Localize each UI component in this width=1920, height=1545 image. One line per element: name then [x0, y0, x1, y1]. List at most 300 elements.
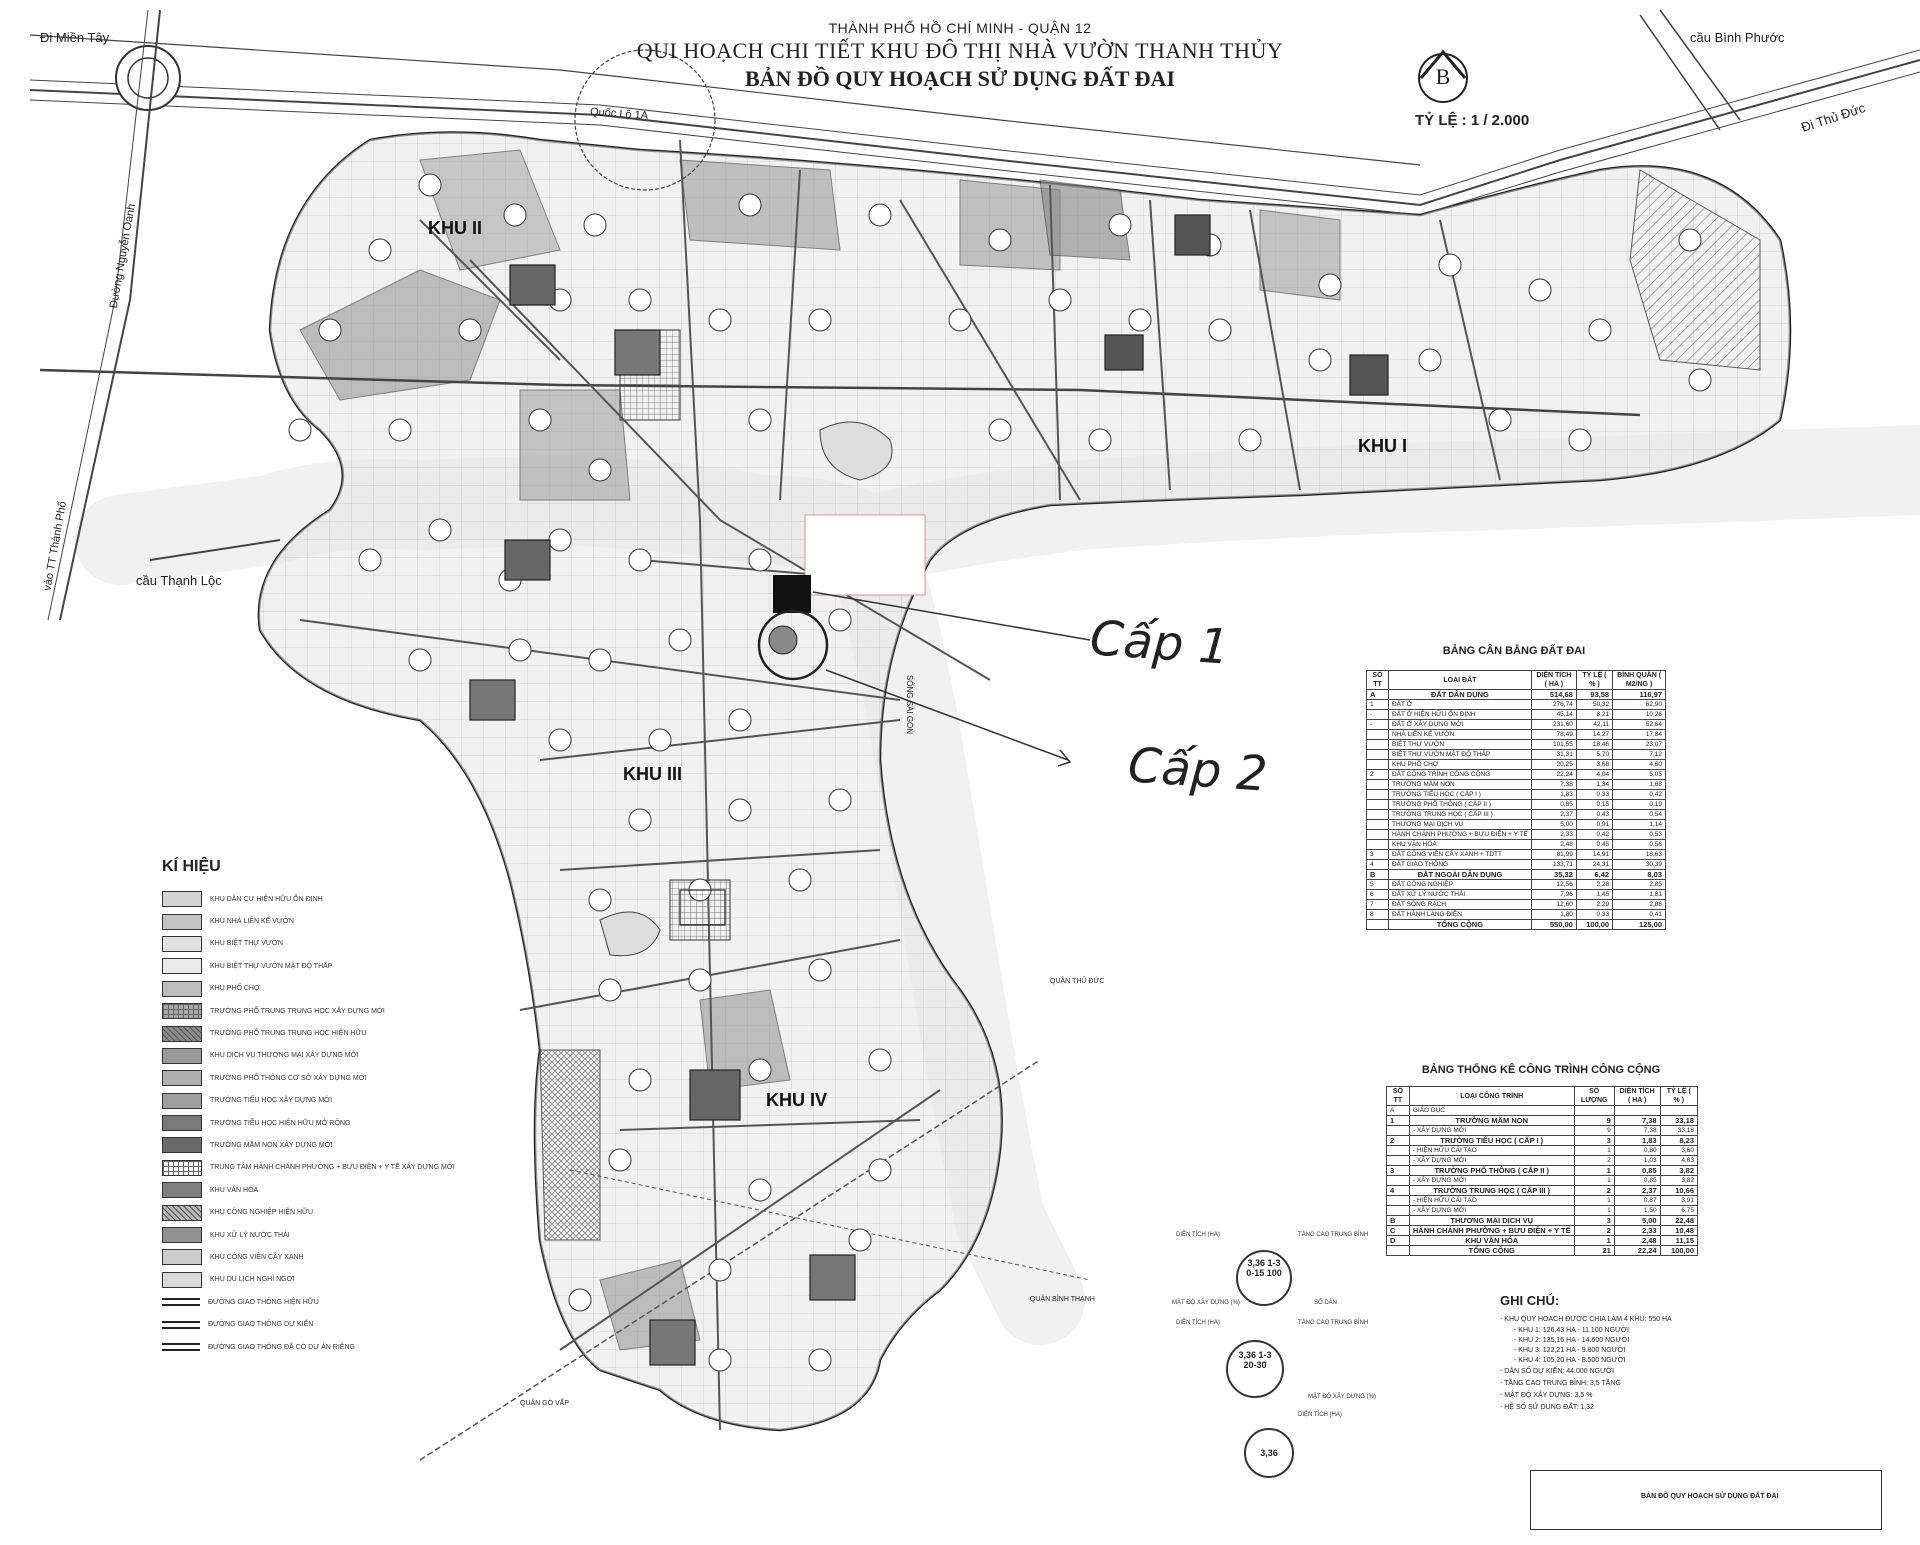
- table-cell: 125,00: [1613, 920, 1666, 930]
- legend-swatch: [162, 914, 202, 930]
- legend-label: KHU BIỆT THỰ VƯỜN: [210, 940, 283, 948]
- table-cell: 5,00: [1531, 820, 1576, 830]
- table-cell: 101,55: [1531, 740, 1576, 750]
- table-cell: TRƯỜNG PHỔ THÔNG ( CẤP II ): [1409, 1166, 1574, 1176]
- table-cell: 1,50: [1614, 1206, 1660, 1216]
- note-sub: - KHU 1: 126,43 HA - 11.100 NGƯỜI: [1514, 1327, 1629, 1334]
- table-cell: 1: [1387, 1116, 1410, 1126]
- table-cell: 2,86: [1613, 900, 1666, 910]
- table-row: [1387, 1216, 1698, 1226]
- key-dien-tich-2: DIỆN TÍCH (HA): [1176, 1320, 1220, 1326]
- table-cell: KHU PHỐ CHỢ: [1388, 760, 1531, 770]
- table-cell: -: [1367, 710, 1389, 720]
- table-cell: 4: [1387, 1186, 1410, 1196]
- table-cell: 0,33: [1576, 790, 1612, 800]
- table-cell: B: [1367, 870, 1389, 880]
- table-cell: ĐẤT NGOÀI DÂN DỤNG: [1388, 870, 1531, 880]
- table-cell: HÀNH CHÁNH PHƯỜNG + BƯU ĐIỆN + Y TẾ: [1388, 830, 1531, 840]
- table-cell: ĐẤT Ở HIỆN HỮU ỔN ĐỊNH: [1388, 710, 1531, 720]
- label-di-mien-tay: Đi Miền Tây: [40, 30, 110, 45]
- table-cell: 21: [1574, 1246, 1614, 1256]
- note-line: - MẬT ĐỘ XÂY DỰNG: 3,5 %: [1500, 1392, 1593, 1399]
- table-cell: 4,04: [1576, 770, 1612, 780]
- legend-label: KHU CÔNG NGHIỆP HIỆN HỮU: [210, 1209, 314, 1217]
- legend-item: [162, 933, 462, 955]
- legend-label: ĐƯỜNG GIAO THÔNG HIỆN HỮU: [208, 1298, 319, 1306]
- legend-item: [162, 1269, 462, 1291]
- map-scale: TỶ LỆ : 1 / 2.000: [1415, 112, 1530, 129]
- note-line: - TẦNG CAO TRUNG BÌNH: 3,5 TẦNG: [1500, 1380, 1621, 1387]
- c3-top: 3,36: [1260, 1448, 1278, 1458]
- table-cell: 45,14: [1531, 710, 1576, 720]
- table-row: [1387, 1226, 1698, 1236]
- table-cell: THƯƠNG MẠI DỊCH VỤ: [1409, 1216, 1574, 1226]
- legend-swatch: [162, 1137, 202, 1153]
- table-cell: - XÂY DỰNG MỚI: [1409, 1156, 1574, 1166]
- table-cell: 2,85: [1613, 880, 1666, 890]
- table-cell: 0,15: [1576, 800, 1612, 810]
- table-cell: - XÂY DỰNG MỚI: [1409, 1206, 1574, 1216]
- table-row: [1367, 880, 1666, 890]
- legend-swatch: [162, 1160, 202, 1176]
- table-header: SỐ TT: [1387, 1087, 1410, 1106]
- table-row: [1367, 700, 1666, 710]
- legend-item: [162, 1157, 462, 1179]
- legend-item: [162, 1291, 462, 1313]
- legend-item: [162, 1224, 462, 1246]
- table-cell: 3,82: [1660, 1166, 1697, 1176]
- table-header: SỐ TT: [1367, 671, 1389, 690]
- table-cell: 2: [1574, 1226, 1614, 1236]
- key-dien-tich-1: DIỆN TÍCH (HA): [1176, 1232, 1220, 1238]
- table-row: [1367, 800, 1666, 810]
- legend-item: [162, 1000, 462, 1022]
- table-cell: 116,97: [1613, 690, 1666, 700]
- table-cell: 0,43: [1576, 810, 1612, 820]
- table-cell: 33,18: [1660, 1126, 1697, 1136]
- legend-swatch: [162, 1093, 202, 1109]
- legend-label: TRƯỜNG PHỔ THÔNG CƠ SỞ XÂY DỰNG MỚI: [210, 1074, 367, 1082]
- legend-swatch: [162, 1272, 202, 1288]
- table-cell: 8,23: [1660, 1136, 1697, 1146]
- legend-title: KÍ HIỆU: [162, 858, 221, 875]
- table-cell: B: [1387, 1216, 1410, 1226]
- table-cell: 3: [1574, 1216, 1614, 1226]
- table-cell: - XÂY DỰNG MỚI: [1409, 1126, 1574, 1136]
- legend-swatch: [162, 1026, 202, 1042]
- legend-items: [162, 888, 462, 1358]
- table-cell: - HIỆN HỮU CẢI TẠO: [1409, 1196, 1574, 1206]
- table-row: [1367, 790, 1666, 800]
- key-mat-do-1: MẬT ĐỘ XÂY DỰNG (%): [1172, 1300, 1240, 1306]
- table-cell: [1367, 790, 1389, 800]
- public-works-table: [1386, 1086, 1698, 1256]
- table-cell: -: [1367, 720, 1389, 730]
- table-cell: 2,28: [1576, 880, 1612, 890]
- legend-swatch: [162, 958, 202, 974]
- table-cell: 4,63: [1660, 1156, 1697, 1166]
- legend-swatch: [162, 1048, 202, 1064]
- legend-label: TRƯỜNG TIỂU HỌC HIỆN HỮU MỞ RỘNG: [210, 1119, 351, 1127]
- city-title: THÀNH PHỐ HỒ CHÍ MINH - QUẬN 12: [828, 20, 1092, 36]
- note-sub: - KHU 3: 122,21 HA - 9.800 NGƯỜI: [1514, 1347, 1626, 1354]
- note-line: - KHU QUY HOẠCH ĐƯỢC CHIA LÀM 4 KHU: 550 HA: [1500, 1316, 1672, 1323]
- table-cell: 1,83: [1614, 1136, 1660, 1146]
- table-cell: 100,00: [1660, 1246, 1697, 1256]
- table-cell: ĐẤT Ở: [1388, 700, 1531, 710]
- table-cell: 35,32: [1531, 870, 1576, 880]
- table-cell: [1387, 1246, 1410, 1256]
- table-row: [1387, 1106, 1698, 1116]
- table-cell: [1367, 740, 1389, 750]
- table-cell: 4,60: [1613, 760, 1666, 770]
- legend-label: KHU DU LỊCH NGHỈ NGƠI: [210, 1276, 295, 1284]
- table-cell: 1,68: [1613, 780, 1666, 790]
- table-cell: 9: [1574, 1116, 1614, 1126]
- table-cell: BIỆT THỰ VƯỜN MẬT ĐỘ THẤP: [1388, 750, 1531, 760]
- table-cell: [1367, 820, 1389, 830]
- legend-swatch: [162, 891, 202, 907]
- table-cell: ĐẤT XỬ LÝ NƯỚC THẢI: [1388, 890, 1531, 900]
- table-cell: [1660, 1106, 1697, 1116]
- table-row: [1367, 830, 1666, 840]
- table-cell: TRƯỜNG TIỂU HỌC ( CẤP I ): [1388, 790, 1531, 800]
- table-cell: [1387, 1126, 1410, 1136]
- annotation-cap-2: Cấp 2: [1126, 737, 1269, 803]
- table-cell: KHU VĂN HÓA: [1409, 1236, 1574, 1246]
- table-cell: 1,14: [1613, 820, 1666, 830]
- table-cell: 0,41: [1613, 910, 1666, 920]
- table-row: [1387, 1126, 1698, 1136]
- table-cell: 10,48: [1660, 1226, 1697, 1236]
- label-di-thu-duc: Đi Thủ Đức: [1799, 100, 1867, 135]
- legend-label: ĐƯỜNG GIAO THÔNG DỰ KIẾN: [208, 1321, 314, 1329]
- notes-title: GHI CHÚ:: [1500, 1293, 1560, 1308]
- table-cell: NHÀ LIÊN KẾ VƯỜN: [1388, 730, 1531, 740]
- table-cell: 2,48: [1614, 1236, 1660, 1246]
- legend-label: TRƯỜNG MẦM NON XÂY DỰNG MỚI: [210, 1141, 333, 1149]
- table-cell: 133,71: [1531, 860, 1576, 870]
- table-cell: 5: [1367, 880, 1389, 890]
- table-cell: 0,53: [1613, 830, 1666, 840]
- table-row: [1367, 810, 1666, 820]
- table-cell: 7,38: [1614, 1126, 1660, 1136]
- table-cell: ĐẤT SÔNG RẠCH: [1388, 900, 1531, 910]
- legend-label: TRUNG TÂM HÀNH CHÁNH PHƯỜNG + BƯU ĐIỆN + Y TẾ XÂY DỰNG MỚI: [210, 1164, 455, 1172]
- table-cell: ĐẤT CÔNG VIÊN CÂY XANH + TDTT: [1388, 850, 1531, 860]
- table-cell: 24,31: [1576, 860, 1612, 870]
- table-cell: 12,56: [1531, 880, 1576, 890]
- table-row: [1367, 860, 1666, 870]
- table-row: [1367, 750, 1666, 760]
- table-row: [1387, 1136, 1698, 1146]
- table-cell: 3,82: [1660, 1176, 1697, 1186]
- table-cell: 3,91: [1660, 1196, 1697, 1206]
- c1-mid: 1-3: [1267, 1258, 1281, 1268]
- legend-label: KHU NHÀ LIÊN KẾ VƯỜN: [210, 918, 294, 926]
- note-sub: - KHU 4: 105,20 HA - 8.500 NGƯỜI: [1514, 1357, 1626, 1364]
- table-cell: TỔNG CỘNG: [1388, 920, 1531, 930]
- legend-item: [162, 1067, 462, 1089]
- c1-bot: 0-15 100: [1246, 1268, 1282, 1278]
- table-row: [1367, 890, 1666, 900]
- legend-item: [162, 1179, 462, 1201]
- table-cell: 6,42: [1576, 870, 1612, 880]
- c2-mid: 1-3: [1258, 1350, 1272, 1360]
- table-cell: 0,87: [1614, 1196, 1660, 1206]
- c2-top: 3,36: [1238, 1350, 1256, 1360]
- label-vao-tt-thanh-pho: vào TT Thành Phố: [41, 500, 70, 592]
- table-cell: 30,39: [1613, 860, 1666, 870]
- legend-label: TRƯỜNG PHỔ TRUNG TRUNG HỌC XÂY DỰNG MỚI: [210, 1007, 385, 1015]
- table-cell: 550,00: [1531, 920, 1576, 930]
- table-cell: TRƯỜNG PHỔ THÔNG ( CẤP II ): [1388, 800, 1531, 810]
- table-cell: BIỆT THỰ VƯỜN: [1388, 740, 1531, 750]
- table-cell: 33,18: [1660, 1116, 1697, 1126]
- table-cell: ĐẤT CÔNG TRÌNH CÔNG CỘNG: [1388, 770, 1531, 780]
- table-cell: KHU VĂN HÓA: [1388, 840, 1531, 850]
- table-cell: 14,91: [1576, 850, 1612, 860]
- legend-item: [162, 978, 462, 1000]
- table-cell: 3: [1387, 1166, 1410, 1176]
- table-cell: THƯƠNG MẠI DỊCH VỤ: [1388, 820, 1531, 830]
- table-cell: 50,32: [1576, 700, 1612, 710]
- table-cell: 0,19: [1613, 800, 1666, 810]
- table-cell: TRƯỜNG TRUNG HỌC ( CẤP III ): [1388, 810, 1531, 820]
- legend-swatch: [162, 981, 202, 997]
- table-row: [1367, 760, 1666, 770]
- legend-label: KHU PHỐ CHỢ: [210, 985, 260, 993]
- land-table-title: BẢNG CÂN BẰNG ĐẤT ĐAI: [1442, 645, 1586, 657]
- table-header: SỐ LƯỢNG: [1574, 1087, 1614, 1106]
- table-row: [1367, 720, 1666, 730]
- table-row: [1367, 840, 1666, 850]
- roundabout-west: [116, 46, 180, 110]
- key-tang-cao-2: TẦNG CAO TRUNG BÌNH: [1298, 1320, 1369, 1326]
- table-cell: 0,33: [1576, 910, 1612, 920]
- table-cell: 1: [1574, 1236, 1614, 1246]
- c1-top: 3,36: [1247, 1258, 1265, 1268]
- table-cell: [1367, 750, 1389, 760]
- table-cell: 22,24: [1614, 1246, 1660, 1256]
- table-cell: 0,45: [1576, 840, 1612, 850]
- table-cell: 3,68: [1576, 760, 1612, 770]
- table-cell: 0,85: [1531, 800, 1576, 810]
- drawing-title-box: [1530, 1470, 1882, 1530]
- table-row: [1387, 1246, 1698, 1256]
- legend-swatch: [162, 1070, 202, 1086]
- table-cell: 7,38: [1614, 1116, 1660, 1126]
- annotation-cap-1: Cấp 1: [1088, 610, 1231, 676]
- table-cell: 8: [1367, 910, 1389, 920]
- legend-item: [162, 1112, 462, 1134]
- table-cell: 18,63: [1613, 850, 1666, 860]
- legend-swatch: [162, 1003, 202, 1019]
- table-cell: [1387, 1206, 1410, 1216]
- table-row: [1387, 1186, 1698, 1196]
- table-cell: 14,27: [1576, 730, 1612, 740]
- table-cell: 276,74: [1531, 700, 1576, 710]
- table-cell: TRƯỜNG TRUNG HỌC ( CẤP III ): [1409, 1186, 1574, 1196]
- table-cell: [1367, 830, 1389, 840]
- table-cell: [1367, 920, 1389, 930]
- table-cell: 0,42: [1613, 790, 1666, 800]
- table-header: LOẠI ĐẤT: [1388, 671, 1531, 690]
- table-cell: 11,15: [1660, 1236, 1697, 1246]
- table-cell: 514,68: [1531, 690, 1576, 700]
- table-cell: 17,84: [1613, 730, 1666, 740]
- table-cell: [1387, 1176, 1410, 1186]
- table-cell: 7,96: [1531, 890, 1576, 900]
- table-cell: 8,21: [1576, 710, 1612, 720]
- legend-label: KHU DỊCH VỤ THƯƠNG MẠI XÂY DỰNG MỚI: [210, 1052, 359, 1060]
- table-row: [1367, 850, 1666, 860]
- table-row: [1367, 690, 1666, 700]
- table-row: [1367, 910, 1666, 920]
- table-cell: 1,34: [1576, 780, 1612, 790]
- legend-label: KHU VĂN HÓA: [210, 1186, 259, 1194]
- table-cell: 1: [1574, 1206, 1614, 1216]
- table-cell: 62,90: [1613, 700, 1666, 710]
- label-cau-binh-phuoc: cầu Bình Phước: [1690, 30, 1785, 45]
- table-cell: 0,42: [1576, 830, 1612, 840]
- table-cell: 7,38: [1531, 780, 1576, 790]
- table-row: [1367, 820, 1666, 830]
- table-cell: 6: [1367, 890, 1389, 900]
- table-cell: 42,11: [1576, 720, 1612, 730]
- c2-bot: 20-30: [1243, 1360, 1267, 1370]
- legend-label: TRƯỜNG PHỔ TRUNG TRUNG HỌC HIỆN HỮU: [210, 1030, 367, 1038]
- table-cell: 0,54: [1613, 810, 1666, 820]
- legend-item: [162, 1022, 462, 1044]
- table-cell: 3,60: [1660, 1146, 1697, 1156]
- legend-label: KHU DÂN CƯ HIỆN HỮU ỔN ĐỊNH: [210, 895, 323, 903]
- table-row: [1387, 1196, 1698, 1206]
- table-cell: 2,48: [1531, 840, 1576, 850]
- table-cell: 1: [1574, 1146, 1614, 1156]
- label-quan-binh-thanh: QUẬN BÌNH THẠNH: [1030, 1296, 1095, 1303]
- table-cell: 22,24: [1531, 770, 1576, 780]
- table-cell: 12,60: [1531, 900, 1576, 910]
- zone-khu-4: KHU IV: [766, 1090, 828, 1110]
- title-box-text: BẢN ĐỒ QUY HOẠCH SỬ DỤNG ĐẤT ĐAI: [1641, 1493, 1779, 1500]
- table-cell: 1,80: [1531, 910, 1576, 920]
- table-row: [1367, 900, 1666, 910]
- table-cell: 22,48: [1660, 1216, 1697, 1226]
- legend-item: [162, 1246, 462, 1268]
- table-cell: ĐẤT GIAO THÔNG: [1388, 860, 1531, 870]
- table-cell: 3: [1574, 1136, 1614, 1146]
- note-line: - HỆ SỐ SỬ DỤNG ĐẤT: 1,32: [1500, 1404, 1594, 1411]
- table-cell: 2,37: [1531, 810, 1576, 820]
- table-cell: GIÁO DỤC: [1409, 1106, 1574, 1116]
- table-row: [1387, 1166, 1698, 1176]
- table-cell: 1,45: [1576, 890, 1612, 900]
- table-cell: ĐẤT DÂN DỤNG: [1388, 690, 1531, 700]
- zone-khu-1: KHU I: [1358, 436, 1407, 456]
- note-sub: - KHU 2: 135,16 HA - 14.600 NGƯỜI: [1514, 1337, 1630, 1344]
- table-cell: - HIỆN HỮU CẢI TẠO: [1409, 1146, 1574, 1156]
- table-row: [1367, 920, 1666, 930]
- table-header: TỶ LỆ ( % ): [1660, 1087, 1697, 1106]
- label-nguyen-oanh: Đường Nguyễn Oanh: [107, 202, 138, 310]
- table-cell: ĐẤT Ở XÂY DỰNG MỚI: [1388, 720, 1531, 730]
- table-cell: 23,07: [1613, 740, 1666, 750]
- table-cell: [1367, 730, 1389, 740]
- table-cell: 81,99: [1531, 850, 1576, 860]
- table-cell: [1367, 760, 1389, 770]
- table-cell: 31,31: [1531, 750, 1576, 760]
- table-header: LOẠI CÔNG TRÌNH: [1409, 1087, 1574, 1106]
- table-cell: [1387, 1156, 1410, 1166]
- table-cell: 2,29: [1576, 900, 1612, 910]
- table-cell: [1367, 800, 1389, 810]
- legend-swatch: [162, 936, 202, 952]
- table-cell: 78,49: [1531, 730, 1576, 740]
- north-arrow-icon: [1415, 48, 1471, 104]
- table-cell: TRƯỜNG TIỂU HỌC ( CẤP I ): [1409, 1136, 1574, 1146]
- key-so-dan-1: SỐ DÂN: [1314, 1300, 1338, 1306]
- table-cell: TỔNG CỘNG: [1409, 1246, 1574, 1256]
- table-cell: 0,85: [1614, 1166, 1660, 1176]
- legend-swatch: [162, 1249, 202, 1265]
- table-row: [1387, 1156, 1698, 1166]
- legend-swatch: [162, 1182, 202, 1198]
- density-circle-1: [1236, 1250, 1292, 1306]
- table-cell: [1367, 810, 1389, 820]
- zone-khu-3: KHU III: [623, 764, 683, 784]
- table-cell: D: [1387, 1236, 1410, 1246]
- table-cell: A: [1367, 690, 1389, 700]
- table-header: DIỆN TÍCH ( HA ): [1614, 1087, 1660, 1106]
- north-letter: B: [1435, 64, 1451, 89]
- table-cell: 5,05: [1613, 770, 1666, 780]
- legend-label: TRƯỜNG TIỂU HỌC XÂY DỰNG MỚI: [210, 1097, 333, 1105]
- table-cell: 2,33: [1531, 830, 1576, 840]
- table-header: TỶ LỆ ( % ): [1576, 671, 1612, 690]
- table-cell: 3: [1367, 850, 1389, 860]
- map-title: BẢN ĐỒ QUY HOẠCH SỬ DỤNG ĐẤT ĐAI: [744, 66, 1176, 91]
- legend-item: [162, 1134, 462, 1156]
- table-row: [1367, 730, 1666, 740]
- table-header: DIỆN TÍCH ( HA ): [1531, 671, 1576, 690]
- label-quan-thu-duc: QUẬN THỦ ĐỨC: [1050, 978, 1105, 985]
- cap1-school-plot: [773, 575, 811, 613]
- table-cell: [1367, 780, 1389, 790]
- legend: [162, 858, 462, 1358]
- density-circle-2: [1226, 1340, 1284, 1398]
- table-cell: 1: [1367, 700, 1389, 710]
- table-cell: 9: [1574, 1126, 1614, 1136]
- table-cell: 6,75: [1660, 1206, 1697, 1216]
- table-cell: 10,66: [1660, 1186, 1697, 1196]
- table-cell: 2: [1367, 770, 1389, 780]
- label-quoc-lo: Quốc Lộ 1A: [589, 105, 649, 123]
- highlight-lot: [805, 515, 925, 595]
- table-cell: 1,83: [1531, 790, 1576, 800]
- table-cell: 100,00: [1576, 920, 1612, 930]
- zone-khu-2: KHU II: [428, 218, 482, 238]
- table-cell: 52,64: [1613, 720, 1666, 730]
- legend-label: KHU CÔNG VIÊN CÂY XANH: [210, 1253, 304, 1261]
- table-cell: [1614, 1106, 1660, 1116]
- density-circle-3: [1244, 1428, 1294, 1478]
- table-cell: [1387, 1196, 1410, 1206]
- table-cell: 1,03: [1614, 1156, 1660, 1166]
- legend-swatch: [162, 1321, 200, 1329]
- plan-title: QUI HOẠCH CHI TIẾT KHU ĐÔ THỊ NHÀ VƯỜN THANH THỦY: [636, 38, 1284, 63]
- table-cell: 0,80: [1614, 1146, 1660, 1156]
